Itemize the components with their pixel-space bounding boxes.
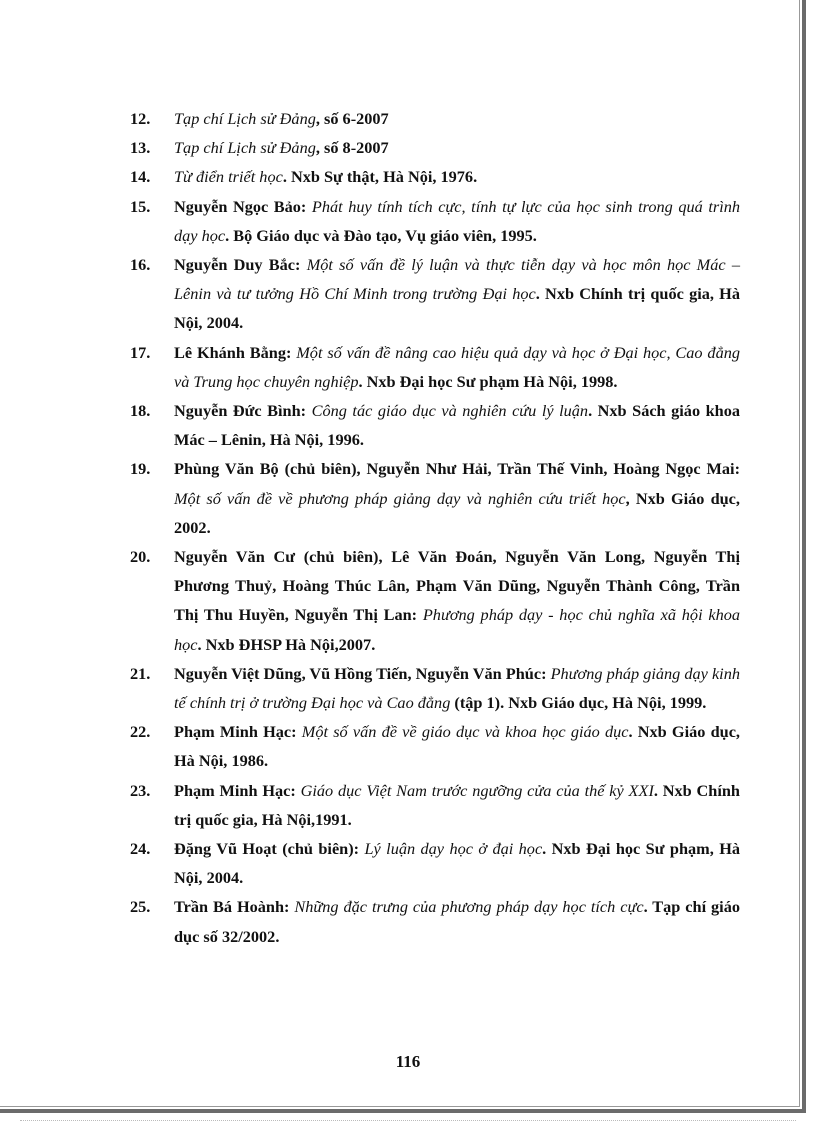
reference-text <box>174 250 740 338</box>
reference-text <box>174 162 740 191</box>
reference-text <box>174 338 740 396</box>
reference-number: 22. <box>130 722 151 742</box>
reference-detail: Lê Khánh Bằng: <box>174 342 297 362</box>
reference-title: Lý luận dạy học ở đại học <box>364 839 543 859</box>
reference-item <box>130 396 740 454</box>
reference-item <box>130 454 740 542</box>
footer-divider <box>20 1120 796 1121</box>
reference-number: 25. <box>130 897 151 917</box>
reference-text <box>174 659 740 717</box>
reference-text <box>174 396 740 454</box>
reference-list <box>130 104 740 951</box>
reference-title: Phương pháp giảng dạy kinh tế chính trị ở trường Đại học và Cao đẳng <box>174 663 740 713</box>
reference-title: Một số vấn đề về phương pháp giảng dạy và nghiên cứu triết học <box>174 488 626 508</box>
reference-detail: . Nxb ĐHSP Hà Nội,2007. <box>197 634 376 654</box>
reference-title: Một số vấn đề lý luận và thực tiễn dạy và học môn học Mác – Lênin và tư tưởng Hồ Chí Minh trong trường Đại học <box>174 255 740 304</box>
reference-title: Một số vấn đề về giáo dục và khoa học giáo dục <box>301 722 629 742</box>
reference-item <box>130 717 740 775</box>
reference-item <box>130 338 740 396</box>
reference-item <box>130 659 740 717</box>
reference-detail: Nguyễn Duy Bắc: <box>174 255 307 275</box>
reference-title: Phương pháp dạy - học chủ nghĩa xã hội khoa học <box>174 605 741 654</box>
reference-detail: . Nxb Chính trị quốc gia, Hà Nội, 2004. <box>174 284 740 333</box>
reference-detail: Phạm Minh Hạc: <box>174 722 302 742</box>
reference-title: Tạp chí Lịch sử Đảng <box>174 109 316 128</box>
reference-detail: . Nxb Đại học Sư phạm Hà Nội, 1998. <box>358 371 618 391</box>
reference-number: 18. <box>130 401 151 421</box>
reference-item <box>130 104 740 133</box>
reference-text <box>174 542 740 659</box>
reference-title: Tạp chí Lịch sử Đảng <box>174 138 316 158</box>
reference-title: Từ điển triết học <box>174 167 283 187</box>
reference-detail: . Tạp chí giáo dục số 32/2002. <box>174 897 740 946</box>
reference-detail: Nguyễn Văn Cư (chủ biên), Lê Văn Đoán, Nguyễn Văn Long, Nguyễn Thị Phương Thuỷ, Hoàng Thúc Lân, Phạm Văn Dũng, Nguyễn Thành Công, Trần Thị Thu Huyền, Nguyễn Thị Lan: <box>174 547 740 625</box>
reference-number: 16. <box>130 255 151 275</box>
reference-detail: Trần Bá Hoành: <box>174 897 295 917</box>
reference-detail: . Nxb Chính trị quốc gia, Hà Nội,1991. <box>174 780 740 829</box>
reference-text <box>174 717 740 775</box>
reference-number: 13. <box>130 138 151 158</box>
reference-number: 24. <box>130 839 151 859</box>
reference-detail: . Nxb Sự thật, Hà Nội, 1976. <box>282 167 478 187</box>
reference-number: 14. <box>130 167 151 187</box>
reference-item <box>130 162 740 191</box>
reference-number: 23. <box>130 780 151 800</box>
reference-text <box>174 133 740 162</box>
reference-title: Những đặc trưng của phương pháp dạy học tích cực <box>294 897 644 917</box>
reference-number: 12. <box>130 109 151 128</box>
reference-item <box>130 834 740 892</box>
reference-detail: . Nxb Sách giáo khoa Mác – Lênin, Hà Nội, 1996. <box>174 401 740 450</box>
page-number: 116 <box>395 1052 421 1071</box>
reference-title: Phát huy tính tích cực, tính tự lực của học sinh trong quá trình dạy học <box>174 196 740 245</box>
reference-item <box>130 250 740 338</box>
reference-detail: Phạm Minh Hạc: <box>174 780 301 800</box>
reference-number: 21. <box>130 663 151 683</box>
reference-detail: Phùng Văn Bộ (chủ biên), Nguyễn Như Hải, Trần Thế Vinh, Hoàng Ngọc Mai: <box>174 459 740 479</box>
reference-detail: , Nxb Giáo dục, 2002. <box>174 488 740 537</box>
reference-detail: , số 8-2007 <box>315 138 389 158</box>
reference-number: 15. <box>130 196 151 216</box>
reference-text <box>174 776 740 834</box>
reference-detail: . Nxb Giáo dục, Hà Nội, 1986. <box>174 722 740 771</box>
reference-item <box>130 776 740 834</box>
reference-number: 20. <box>130 547 151 567</box>
reference-detail: Nguyễn Việt Dũng, Vũ Hồng Tiến, Nguyễn Văn Phúc: <box>174 663 551 683</box>
reference-title: Công tác giáo dục và nghiên cứu lý luận <box>311 401 589 421</box>
reference-detail: . Nxb Đại học Sư phạm, Hà Nội, 2004. <box>174 839 740 888</box>
reference-text <box>174 192 740 250</box>
reference-text <box>174 834 740 892</box>
reference-detail: Nguyễn Đức Bình: <box>174 401 312 421</box>
reference-detail: (tập 1). Nxb Giáo dục, Hà Nội, 1999. <box>450 693 707 713</box>
reference-title: Giáo dục Việt Nam trước ngưỡng cửa của thế kỷ XXI <box>300 780 654 800</box>
reference-item <box>130 892 740 950</box>
reference-title: Một số vấn đề nâng cao hiệu quả dạy và học ở Đại học, Cao đẳng và Trung học chuyên nghiệp <box>174 342 740 391</box>
reference-detail: , số 6-2007 <box>315 109 389 128</box>
reference-number: 19. <box>130 459 151 479</box>
reference-item <box>130 542 740 659</box>
reference-text <box>174 104 740 133</box>
reference-detail: Nguyễn Ngọc Bảo: <box>174 196 312 216</box>
reference-item <box>130 133 740 162</box>
reference-text <box>174 454 740 542</box>
reference-detail: . Bộ Giáo dục và Đào tạo, Vụ giáo viên, 1995. <box>225 225 537 245</box>
reference-number: 17. <box>130 342 151 362</box>
reference-text <box>174 892 740 950</box>
reference-item <box>130 192 740 250</box>
reference-detail: Đặng Vũ Hoạt (chủ biên): <box>174 839 365 859</box>
